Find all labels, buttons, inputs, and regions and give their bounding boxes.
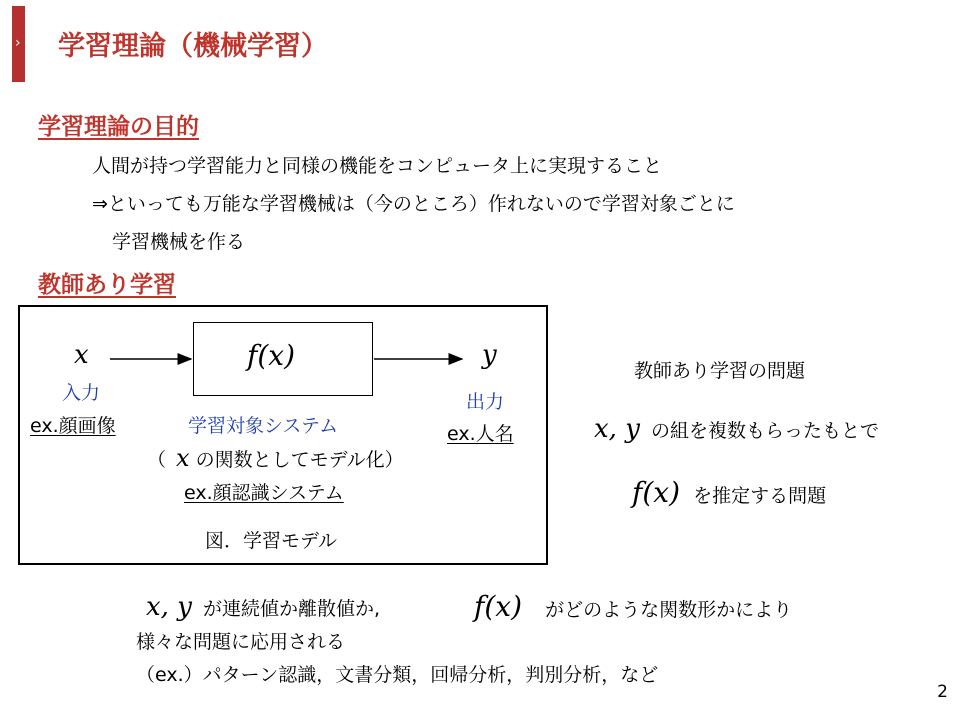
system-label: 学習対象システム [188,415,339,437]
problem-title: 教師あり学習の問題 [634,360,806,382]
bottom-line-1a [146,592,380,622]
bottom-line-2: 様々な問題に応用される [136,631,346,653]
bottom-math-xy: x, y [146,592,192,622]
system-desc-open: （ [147,449,167,471]
diagram-caption: 図．学習モデル [205,530,338,552]
bottom-math-fx: f(x) [474,590,523,623]
system-example: ex.顔認識システム [184,482,344,504]
input-variable: x [74,340,89,370]
bottom-line-1b [474,590,792,623]
page-title: 学習理論（機械学習） [58,31,328,62]
output-variable: y [482,340,497,370]
page-number: 2 [937,682,948,702]
problem-line-2 [632,476,826,509]
function-f: f(x) [247,339,296,372]
chevron-right-icon: › [15,35,21,51]
input-example: ex.顔画像 [30,415,116,437]
problem-text-2: を推定する問題 [693,485,827,507]
purpose-line-2: ⇒といっても万能な学習機械は（今のところ）作れないので学習対象ごとに [92,193,735,215]
purpose-line-3: 学習機械を作る [112,231,246,253]
bottom-text-2: がどのような関数形かにより [545,599,793,621]
problem-line-1 [594,414,879,444]
section-heading-supervised: 教師あり学習 [38,272,176,298]
section-heading-purpose: 学習理論の目的 [38,114,199,140]
system-desc-rest: の関数としてモデル化） [195,449,404,471]
problem-math-fx: f(x) [632,476,681,509]
system-description [147,444,404,472]
problem-text-1: の組を複数もらったもとで [650,420,879,442]
system-function [247,339,295,372]
bottom-line-3: （ex.）パターン認識，文書分類，回帰分析，判別分析，など [136,664,659,686]
output-label: 出力 [466,391,505,413]
problem-math-xy: x, y [594,414,640,444]
output-example: ex.人名 [447,423,514,445]
system-desc-var: x [176,444,190,472]
input-label: 入力 [62,382,101,404]
purpose-line-1: 人間が持つ学習能力と同様の機能をコンピュータ上に実現すること [92,155,663,177]
bottom-text-1: が連続値か離散値か, [202,598,381,620]
